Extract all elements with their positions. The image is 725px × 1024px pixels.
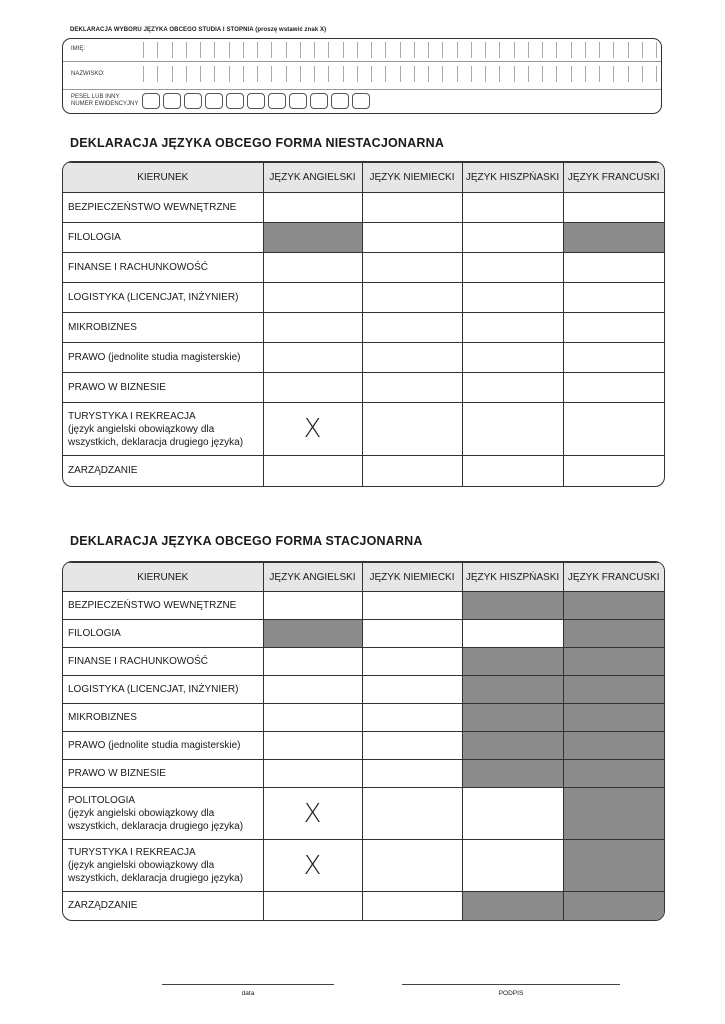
choice-cell[interactable] xyxy=(263,193,362,223)
program-name: PRAWO W BIZNESIE xyxy=(63,373,263,403)
table-row xyxy=(63,343,664,373)
letter-box xyxy=(542,66,556,82)
letter-box xyxy=(172,42,186,58)
choice-cell[interactable] xyxy=(462,403,563,456)
letter-box xyxy=(143,66,157,82)
letter-box xyxy=(286,66,300,82)
program-name: PRAWO W BIZNESIE xyxy=(63,760,263,788)
table-header-row xyxy=(63,163,664,193)
table-row xyxy=(63,892,664,920)
unavailable-cell xyxy=(563,223,664,253)
program-name: FINANSE I RACHUNKOWOŚĆ xyxy=(63,253,263,283)
choice-cell[interactable] xyxy=(462,456,563,486)
choice-cell[interactable] xyxy=(263,283,362,313)
column-header: JĘZYK ANGIELSKI xyxy=(263,163,362,193)
letter-box xyxy=(143,42,157,58)
letter-box xyxy=(343,42,357,58)
choice-cell[interactable] xyxy=(462,788,563,840)
letter-box xyxy=(343,66,357,82)
letter-box xyxy=(514,42,528,58)
choice-cell[interactable] xyxy=(563,456,664,486)
choice-cell[interactable] xyxy=(563,193,664,223)
table-full-time xyxy=(62,561,665,921)
table-header-row xyxy=(63,563,664,592)
program-name: LOGISTYKA (LICENCJAT, INŻYNIER) xyxy=(63,283,263,313)
table-row xyxy=(63,732,664,760)
choice-cell[interactable] xyxy=(362,456,462,486)
unavailable-cell xyxy=(563,704,664,732)
letter-box xyxy=(585,66,599,82)
program-name: PRAWO (jednolite studia magisterskie) xyxy=(63,732,263,760)
form-title: DEKLARACJA WYBORU JĘZYKA OBCEGO STUDIA I STOPNIA (proszę wstawić znak X) xyxy=(70,27,327,33)
letter-box xyxy=(328,42,342,58)
letter-box xyxy=(214,66,228,82)
table-row xyxy=(63,648,664,676)
program-name: FILOLOGIA xyxy=(63,620,263,648)
pesel-digit-box[interactable] xyxy=(289,93,307,109)
table-part-time xyxy=(62,161,665,487)
choice-cell[interactable] xyxy=(563,313,664,343)
letter-box xyxy=(243,42,257,58)
program-name: ZARZĄDZANIE xyxy=(63,456,263,486)
column-header: JĘZYK NIEMIECKI xyxy=(362,163,462,193)
table-row xyxy=(63,283,664,313)
letter-box xyxy=(357,42,371,58)
choice-cell[interactable] xyxy=(462,343,563,373)
table-row xyxy=(63,456,664,486)
column-header: JĘZYK NIEMIECKI xyxy=(362,563,462,592)
choice-cell[interactable] xyxy=(462,373,563,403)
personal-data-box xyxy=(62,38,662,114)
choice-cell[interactable] xyxy=(263,253,362,283)
choice-cell[interactable] xyxy=(263,676,362,704)
table-row xyxy=(63,676,664,704)
pesel-row[interactable] xyxy=(63,89,661,114)
unavailable-cell xyxy=(563,648,664,676)
letter-box xyxy=(314,66,328,82)
signature-line[interactable] xyxy=(402,984,620,985)
choice-cell[interactable] xyxy=(362,892,462,920)
letter-box xyxy=(628,66,642,82)
letter-box xyxy=(157,42,171,58)
letter-box xyxy=(385,66,399,82)
unavailable-cell xyxy=(563,840,664,892)
choice-cell[interactable] xyxy=(462,620,563,648)
table-row xyxy=(63,253,664,283)
letter-box xyxy=(286,42,300,58)
letter-box xyxy=(300,66,314,82)
unavailable-cell xyxy=(563,732,664,760)
marked-choice-cell[interactable]: X xyxy=(263,840,362,892)
pesel-digit-box[interactable] xyxy=(163,93,181,109)
letter-box xyxy=(271,66,285,82)
date-label: data xyxy=(241,990,255,997)
choice-cell[interactable] xyxy=(362,223,462,253)
choice-cell[interactable] xyxy=(263,313,362,343)
pesel-field[interactable] xyxy=(142,93,370,109)
unavailable-cell xyxy=(462,892,563,920)
letter-box xyxy=(556,66,570,82)
table-row xyxy=(63,313,664,343)
unavailable-cell xyxy=(563,788,664,840)
choice-cell[interactable] xyxy=(263,892,362,920)
pesel-digit-box[interactable] xyxy=(268,93,286,109)
column-header: JĘZYK FRANCUSKI xyxy=(563,563,664,592)
unavailable-cell xyxy=(462,676,563,704)
choice-cell[interactable] xyxy=(362,592,462,620)
unavailable-cell xyxy=(462,648,563,676)
program-name: FILOLOGIA xyxy=(63,223,263,253)
choice-cell[interactable] xyxy=(362,403,462,456)
letter-box xyxy=(414,42,428,58)
letter-box xyxy=(414,66,428,82)
choice-cell[interactable] xyxy=(263,592,362,620)
letter-box xyxy=(186,42,200,58)
letter-box xyxy=(442,42,456,58)
choice-cell[interactable] xyxy=(362,193,462,223)
choice-cell[interactable] xyxy=(362,373,462,403)
column-header: KIERUNEK xyxy=(63,163,263,193)
choice-cell[interactable] xyxy=(362,283,462,313)
letter-box xyxy=(200,66,214,82)
letter-box xyxy=(229,42,243,58)
letter-box xyxy=(428,66,442,82)
choice-cell[interactable] xyxy=(263,704,362,732)
program-name: TURYSTYKA I REKREACJA (język angielski obowiązkowy dla wszystkich, deklaracja drugiego języka) xyxy=(63,403,263,456)
letter-box xyxy=(499,66,513,82)
choice-cell[interactable] xyxy=(263,648,362,676)
choice-cell[interactable] xyxy=(362,676,462,704)
program-name: FINANSE I RACHUNKOWOŚĆ xyxy=(63,648,263,676)
letter-box xyxy=(485,42,499,58)
choice-cell[interactable] xyxy=(462,223,563,253)
letter-box xyxy=(628,42,642,58)
unavailable-cell xyxy=(563,592,664,620)
table-row xyxy=(63,704,664,732)
program-name: MIKROBIZNES xyxy=(63,313,263,343)
first-name-field[interactable] xyxy=(143,42,657,58)
choice-cell[interactable] xyxy=(362,840,462,892)
last-name-label: NAZWISKO: xyxy=(71,71,105,77)
unavailable-cell xyxy=(263,223,362,253)
program-name: MIKROBIZNES xyxy=(63,704,263,732)
letter-box xyxy=(542,42,556,58)
section-title-full-time: DEKLARACJA JĘZYKA OBCEGO FORMA STACJONARNA xyxy=(70,534,423,548)
letter-box xyxy=(613,42,627,58)
last-name-field[interactable] xyxy=(143,66,657,82)
letter-box xyxy=(172,66,186,82)
choice-cell[interactable] xyxy=(263,456,362,486)
choice-cell[interactable] xyxy=(563,283,664,313)
choice-cell[interactable] xyxy=(263,343,362,373)
column-header: JĘZYK FRANCUSKI xyxy=(563,163,664,193)
letter-box xyxy=(571,42,585,58)
letter-box xyxy=(186,66,200,82)
pesel-digit-box[interactable] xyxy=(331,93,349,109)
letter-box xyxy=(457,66,471,82)
choice-cell[interactable] xyxy=(462,193,563,223)
table-row xyxy=(63,223,664,253)
choice-cell[interactable] xyxy=(563,253,664,283)
table-row xyxy=(63,403,664,456)
letter-box xyxy=(357,66,371,82)
letter-box xyxy=(528,42,542,58)
choice-cell[interactable] xyxy=(263,732,362,760)
unavailable-cell xyxy=(462,592,563,620)
letter-box xyxy=(528,66,542,82)
letter-box xyxy=(243,66,257,82)
choice-cell[interactable] xyxy=(263,760,362,788)
letter-box xyxy=(385,42,399,58)
date-line[interactable] xyxy=(162,984,334,985)
program-name: BEZPIECZEŃSTWO WEWNĘTRZNE xyxy=(63,592,263,620)
table-row xyxy=(63,620,664,648)
letter-box xyxy=(400,66,414,82)
pesel-digit-box[interactable] xyxy=(352,93,370,109)
pesel-digit-box[interactable] xyxy=(205,93,223,109)
last-name-row[interactable] xyxy=(63,61,661,90)
first-name-label: IMIĘ: xyxy=(71,46,86,52)
choice-cell[interactable] xyxy=(462,283,563,313)
letter-box xyxy=(599,42,613,58)
letter-box xyxy=(328,66,342,82)
letter-box xyxy=(157,66,171,82)
letter-box xyxy=(214,42,228,58)
letter-box xyxy=(585,42,599,58)
pesel-digit-box[interactable] xyxy=(184,93,202,109)
letter-box xyxy=(485,66,499,82)
choice-cell[interactable] xyxy=(563,403,664,456)
letter-box xyxy=(642,66,657,82)
unavailable-cell xyxy=(563,620,664,648)
pesel-digit-box[interactable] xyxy=(310,93,328,109)
program-name: POLITOLOGIA (język angielski obowiązkowy dla wszystkich, deklaracja drugiego języka) xyxy=(63,788,263,840)
column-header: KIERUNEK xyxy=(63,563,263,592)
signature-label: PODPIS xyxy=(498,990,524,997)
choice-cell[interactable] xyxy=(362,253,462,283)
letter-box xyxy=(599,66,613,82)
choice-cell[interactable] xyxy=(362,313,462,343)
pesel-digit-box[interactable] xyxy=(142,93,160,109)
letter-box xyxy=(371,66,385,82)
letter-box xyxy=(442,66,456,82)
unavailable-cell xyxy=(462,732,563,760)
table-row xyxy=(63,592,664,620)
program-name: ZARZĄDZANIE xyxy=(63,892,263,920)
unavailable-cell xyxy=(563,892,664,920)
program-name: PRAWO (jednolite studia magisterskie) xyxy=(63,343,263,373)
unavailable-cell xyxy=(563,760,664,788)
first-name-row[interactable] xyxy=(63,39,661,62)
choice-cell[interactable] xyxy=(362,704,462,732)
letter-box xyxy=(613,66,627,82)
choice-cell[interactable] xyxy=(563,343,664,373)
letter-box xyxy=(457,42,471,58)
program-name: TURYSTYKA I REKREACJA (język angielski obowiązkowy dla wszystkich, deklaracja drugiego języka) xyxy=(63,840,263,892)
unavailable-cell xyxy=(462,760,563,788)
table-row xyxy=(63,840,664,892)
letter-box xyxy=(471,42,485,58)
table-row xyxy=(63,760,664,788)
letter-box xyxy=(257,42,271,58)
choice-cell[interactable] xyxy=(462,313,563,343)
letter-box xyxy=(300,42,314,58)
program-name: BEZPIECZEŃSTWO WEWNĘTRZNE xyxy=(63,193,263,223)
letter-box xyxy=(271,42,285,58)
letter-box xyxy=(428,42,442,58)
column-header: JĘZYK HISZPŃASKI xyxy=(462,563,563,592)
choice-cell[interactable] xyxy=(563,373,664,403)
letter-box xyxy=(400,42,414,58)
table-row xyxy=(63,788,664,840)
choice-cell[interactable] xyxy=(362,760,462,788)
choice-cell[interactable] xyxy=(362,732,462,760)
letter-box xyxy=(499,42,513,58)
choice-cell[interactable] xyxy=(263,373,362,403)
choice-cell[interactable] xyxy=(362,788,462,840)
letter-box xyxy=(514,66,528,82)
section-title-part-time: DEKLARACJA JĘZYKA OBCEGO FORMA NIESTACJONARNA xyxy=(70,136,445,150)
letter-box xyxy=(229,66,243,82)
pesel-digit-box[interactable] xyxy=(226,93,244,109)
unavailable-cell xyxy=(462,704,563,732)
letter-box xyxy=(314,42,328,58)
letter-box xyxy=(556,42,570,58)
letter-box xyxy=(371,42,385,58)
letter-box xyxy=(471,66,485,82)
table-row xyxy=(63,193,664,223)
letter-box xyxy=(200,42,214,58)
marked-choice-cell[interactable]: X xyxy=(263,788,362,840)
choice-cell[interactable] xyxy=(462,840,563,892)
unavailable-cell xyxy=(263,620,362,648)
marked-choice-cell[interactable]: X xyxy=(263,403,362,456)
unavailable-cell xyxy=(563,676,664,704)
letter-box xyxy=(257,66,271,82)
choice-cell[interactable] xyxy=(462,253,563,283)
choice-cell[interactable] xyxy=(362,648,462,676)
column-header: JĘZYK HISZPŃASKI xyxy=(462,163,563,193)
table-row xyxy=(63,373,664,403)
choice-cell[interactable] xyxy=(362,343,462,373)
pesel-label: PESEL LUB INNY NUMER EWIDENCYJNY xyxy=(71,94,139,107)
program-name: LOGISTYKA (LICENCJAT, INŻYNIER) xyxy=(63,676,263,704)
column-header: JĘZYK ANGIELSKI xyxy=(263,563,362,592)
letter-box xyxy=(642,42,657,58)
choice-cell[interactable] xyxy=(362,620,462,648)
letter-box xyxy=(571,66,585,82)
pesel-digit-box[interactable] xyxy=(247,93,265,109)
